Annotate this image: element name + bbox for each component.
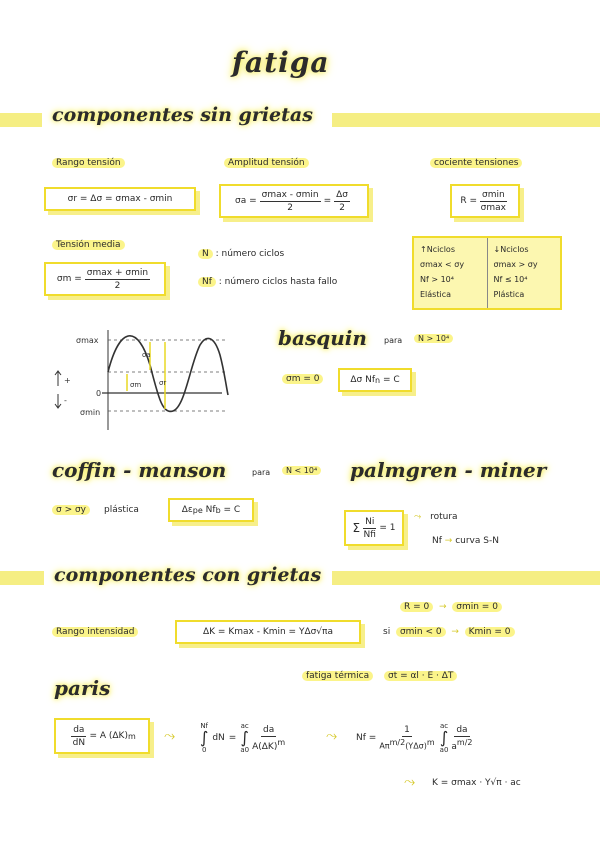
- basquin-sm-zero: σm = 0: [282, 374, 323, 384]
- compare-left-1: σmax < σy: [420, 260, 465, 269]
- basquin-formula-rhs: = C: [382, 375, 400, 385]
- integral-sign-icon: ∫: [439, 728, 449, 747]
- integral-rhs-den-wrap: [252, 737, 285, 752]
- palmgren-heading: palmgren - miner: [350, 458, 547, 482]
- arrow-right-icon: →: [444, 536, 453, 546]
- compare-right-2: Nf ≤ 10⁴: [493, 275, 528, 284]
- media-num: σmax + σmin: [86, 267, 149, 278]
- palmgren-fraction: [363, 517, 376, 540]
- legend-nf-text: : número ciclos hasta fallo: [218, 277, 338, 287]
- legend-nf: [198, 277, 337, 287]
- coffin-formula-mid: Nf: [205, 505, 216, 515]
- coffin-heading: coffin - manson: [52, 458, 227, 482]
- si-text: si: [383, 627, 391, 637]
- paris-formula-box: [54, 718, 150, 754]
- integral-sign-icon: ∫: [240, 728, 249, 747]
- arrow-right-icon: →: [448, 627, 462, 637]
- coffin-condition: N < 10⁴: [282, 466, 321, 475]
- basquin-para: para: [384, 336, 403, 345]
- amplitud-den: 2: [287, 202, 293, 213]
- graph-sr: σr: [159, 379, 167, 387]
- integral-rhs-den-exp: m: [277, 737, 286, 747]
- integral-rhs-top: ac: [240, 722, 249, 730]
- nf-solution-den-wrap: [379, 737, 434, 751]
- compare-left: [414, 238, 488, 308]
- cociente-num: σmin: [481, 189, 505, 200]
- graph-zero: 0: [96, 389, 102, 398]
- section-heading-con-grietas: componentes con grietas: [54, 564, 322, 586]
- legend-n-text: : número ciclos: [215, 249, 285, 259]
- integral-rhs-fraction: [252, 725, 285, 752]
- squiggle-arrow-icon: ⤳: [326, 728, 338, 744]
- palmgren-num: Ni: [365, 516, 375, 527]
- compare-left-0: ↑Nciclos: [420, 245, 455, 254]
- graph-smax: σmax: [76, 336, 99, 345]
- nf-solution-i-num: da: [456, 724, 468, 735]
- nf-solution-bot: a0: [439, 746, 449, 754]
- amplitud-fraction: [260, 190, 321, 213]
- r-zero-line: [400, 602, 502, 612]
- r-zero: R = 0: [400, 602, 433, 612]
- rango-formula-box: [44, 187, 196, 211]
- coffin-formula-box: [168, 498, 254, 522]
- smin-condition-line: [383, 627, 515, 637]
- amplitud-num: σmax - σmin: [261, 189, 319, 200]
- coffin-formula-rhs: = C: [223, 505, 241, 515]
- integral-rhs-num: da: [263, 724, 275, 735]
- cociente-lhs: R =: [460, 196, 477, 206]
- section2-band-right: [332, 571, 600, 585]
- section-band-left: [0, 113, 42, 127]
- coffin-formula-base: Δε: [181, 505, 193, 515]
- paris-heading: paris: [54, 676, 111, 700]
- paris-fraction: [71, 725, 86, 748]
- fatiga-termica-formula: σt = αl · E · ΔT: [384, 671, 457, 681]
- nf-solution: [356, 722, 476, 754]
- nf-solution-num: 1: [404, 725, 410, 736]
- integral-lhs-body: dN: [212, 733, 225, 743]
- amplitud-den2: 2: [339, 202, 345, 213]
- page-title: fatiga: [232, 46, 330, 79]
- nf-solution-i-den-exp: m/2: [456, 737, 473, 747]
- nf-solution-den: Aπ: [379, 741, 390, 751]
- nf-solution-fraction: [379, 725, 434, 751]
- smin-lt: σmin < 0: [396, 627, 446, 637]
- nf-solution-den-exp: m/2: [389, 738, 406, 748]
- compare-right: [488, 238, 561, 308]
- basquin-heading: basquin: [278, 326, 367, 350]
- media-den: 2: [114, 280, 121, 291]
- compare-right-0: ↓Nciclos: [493, 245, 529, 254]
- graph-sm: σm: [130, 381, 142, 389]
- palmgren-rhs: = 1: [379, 523, 396, 533]
- nf-solution-i-den-wrap: [451, 737, 472, 752]
- coffin-para: para: [252, 468, 271, 477]
- cociente-fraction: [480, 190, 507, 213]
- graph-plus: +: [64, 376, 71, 385]
- coffin-cond2-note: plástica: [104, 505, 139, 515]
- coffin-formula-exp: b: [215, 505, 221, 515]
- graph-minus: -: [64, 396, 67, 405]
- palmgren-arrow2: [432, 536, 499, 546]
- palmgren-arrow2-text: curva S-N: [455, 536, 499, 546]
- arrow-right-icon: →: [436, 602, 450, 612]
- compare-box: [412, 236, 562, 310]
- paris-den: dN: [72, 737, 86, 748]
- legend-n-symbol: N: [198, 249, 213, 259]
- rango-intensidad-label: Rango intensidad: [52, 627, 138, 637]
- compare-left-3: Elástica: [420, 290, 452, 299]
- paris-rhs: = A (ΔK): [89, 731, 128, 741]
- sine-curve: [108, 336, 228, 412]
- graph-sa: σa: [142, 351, 151, 359]
- amplitud-eq: =: [323, 196, 332, 206]
- squiggle-arrow-icon: ⤳: [404, 774, 416, 790]
- palmgren-sum: Σ: [352, 521, 361, 535]
- palmgren-arrow1-text: rotura: [430, 512, 458, 522]
- kmin-zero: Kmin = 0: [465, 627, 515, 637]
- amplitud-lhs: σa =: [234, 196, 257, 206]
- palmgren-formula-box: [344, 510, 404, 546]
- delta-k-box: [175, 620, 361, 644]
- compare-left-2: Nf > 10⁴: [420, 275, 454, 284]
- integral-rhs-bot: a0: [240, 746, 250, 754]
- nf-solution-int-fraction: [451, 725, 472, 752]
- delta-k-formula: ΔK = Kmax - Kmin = YΔσ√πa: [203, 627, 333, 637]
- integral-rhs-den: A(ΔK): [252, 741, 278, 752]
- basquin-formula-exp: n: [374, 375, 381, 385]
- compare-right-1: σmax > σy: [493, 260, 538, 269]
- integral-lhs-top: Nf: [200, 722, 209, 730]
- cociente-den: σmax: [480, 202, 506, 213]
- paris-num: da: [73, 724, 85, 735]
- cociente-label: cociente tensiones: [430, 158, 522, 168]
- paris-rhs-exp: m: [127, 731, 136, 741]
- section2-band-left: [0, 571, 44, 585]
- legend-n: [198, 249, 284, 259]
- amplitud-fraction2: [334, 190, 350, 213]
- palmgren-arrow1: [414, 512, 458, 522]
- nf-solution-i-den: a: [451, 741, 457, 752]
- coffin-cond2: σ > σy: [52, 505, 90, 515]
- cociente-formula-box: [450, 184, 520, 218]
- stress-cycle-graph: [50, 325, 240, 435]
- smin-zero: σmin = 0: [452, 602, 502, 612]
- basquin-formula-box: [338, 368, 412, 392]
- palmgren-den: Nfi: [363, 529, 376, 540]
- section-heading-sin-grietas: componentes sin grietas: [52, 104, 313, 126]
- palmgren-nf: Nf: [432, 536, 442, 546]
- coffin-formula-sup: pe: [192, 505, 203, 515]
- amplitud-label: Amplitud tensión: [224, 158, 309, 168]
- integral-equation: [200, 722, 288, 754]
- compare-right-3: Plástica: [493, 290, 525, 299]
- integral-eq: =: [228, 733, 237, 743]
- basquin-condition: N > 10⁴: [414, 334, 453, 343]
- integral-lhs-bot: 0: [201, 746, 207, 754]
- media-fraction: [85, 268, 150, 291]
- amplitud-num2: Δσ: [336, 189, 348, 200]
- squiggle-arrow-icon: ⤳: [414, 512, 422, 522]
- amplitud-formula-box: [219, 184, 369, 218]
- media-lhs: σm =: [56, 274, 82, 284]
- integral-sign-icon: ∫: [200, 728, 209, 747]
- rango-formula: σr = Δσ = σmax - σmin: [67, 194, 173, 204]
- legend-nf-symbol: Nf: [198, 277, 216, 287]
- nf-solution-den-tail: (YΔσ): [405, 741, 427, 751]
- nf-solution-top: ac: [439, 722, 449, 730]
- rango-label: Rango tensión: [52, 158, 125, 168]
- section-band-right: [332, 113, 600, 127]
- media-formula-box: [44, 262, 166, 296]
- graph-smin: σmin: [80, 408, 101, 417]
- nf-solution-den-tail-exp: m: [426, 738, 435, 748]
- basquin-formula-base: Δσ Nf: [350, 375, 375, 385]
- squiggle-arrow-icon: ⤳: [164, 728, 176, 744]
- nf-solution-lhs: Nf =: [356, 733, 377, 743]
- media-label: Tensión media: [52, 240, 125, 250]
- fatiga-termica-label: fatiga térmica: [302, 671, 373, 681]
- k-formula: K = σmax · Y√π · ac: [432, 778, 521, 788]
